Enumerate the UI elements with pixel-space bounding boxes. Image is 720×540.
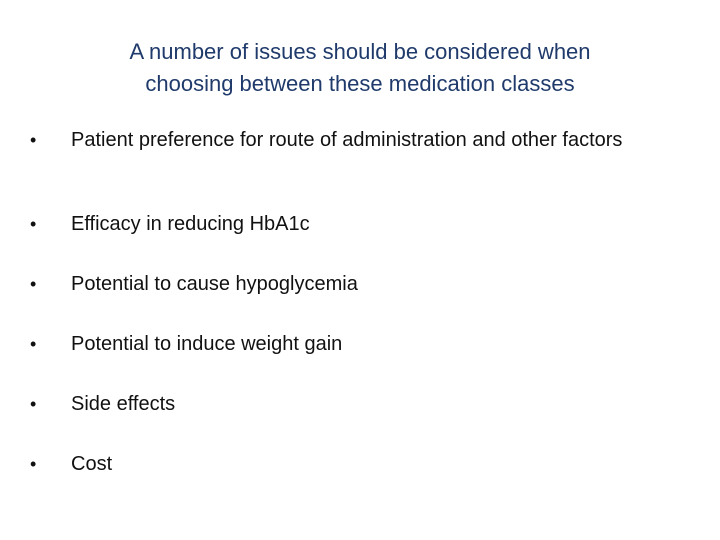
bullet-dot-icon: • [30,454,37,474]
bullet-item-weight-gain [30,332,670,356]
bullet-dot-icon: • [30,394,37,414]
bullet-item-cost [30,452,670,476]
bullet-item-side-effects [30,392,670,416]
bullet-text: Potential to cause hypoglycemia [71,273,358,295]
bullet-dot-icon: • [30,274,37,294]
bullet-text: Potential to induce weight gain [71,333,343,355]
bullet-dot-icon: • [30,130,37,150]
bullet-dot-icon: • [30,214,37,234]
slide-title [60,36,660,100]
bullet-item-hypoglycemia [30,272,670,296]
bullet-text: Cost [71,453,113,475]
bullet-item-route-preference [30,128,670,152]
bullet-text: Patient preference for route of administration and other factors [71,129,623,151]
bullet-dot-icon: • [30,334,37,354]
bullet-item-efficacy [30,212,670,236]
slide-title-line-2: choosing between these medication classes [145,71,575,96]
slide-title-line-1: A number of issues should be considered when [129,39,591,64]
bullet-text: Efficacy in reducing HbA1c [71,213,310,235]
bullet-text: Side effects [71,393,176,415]
